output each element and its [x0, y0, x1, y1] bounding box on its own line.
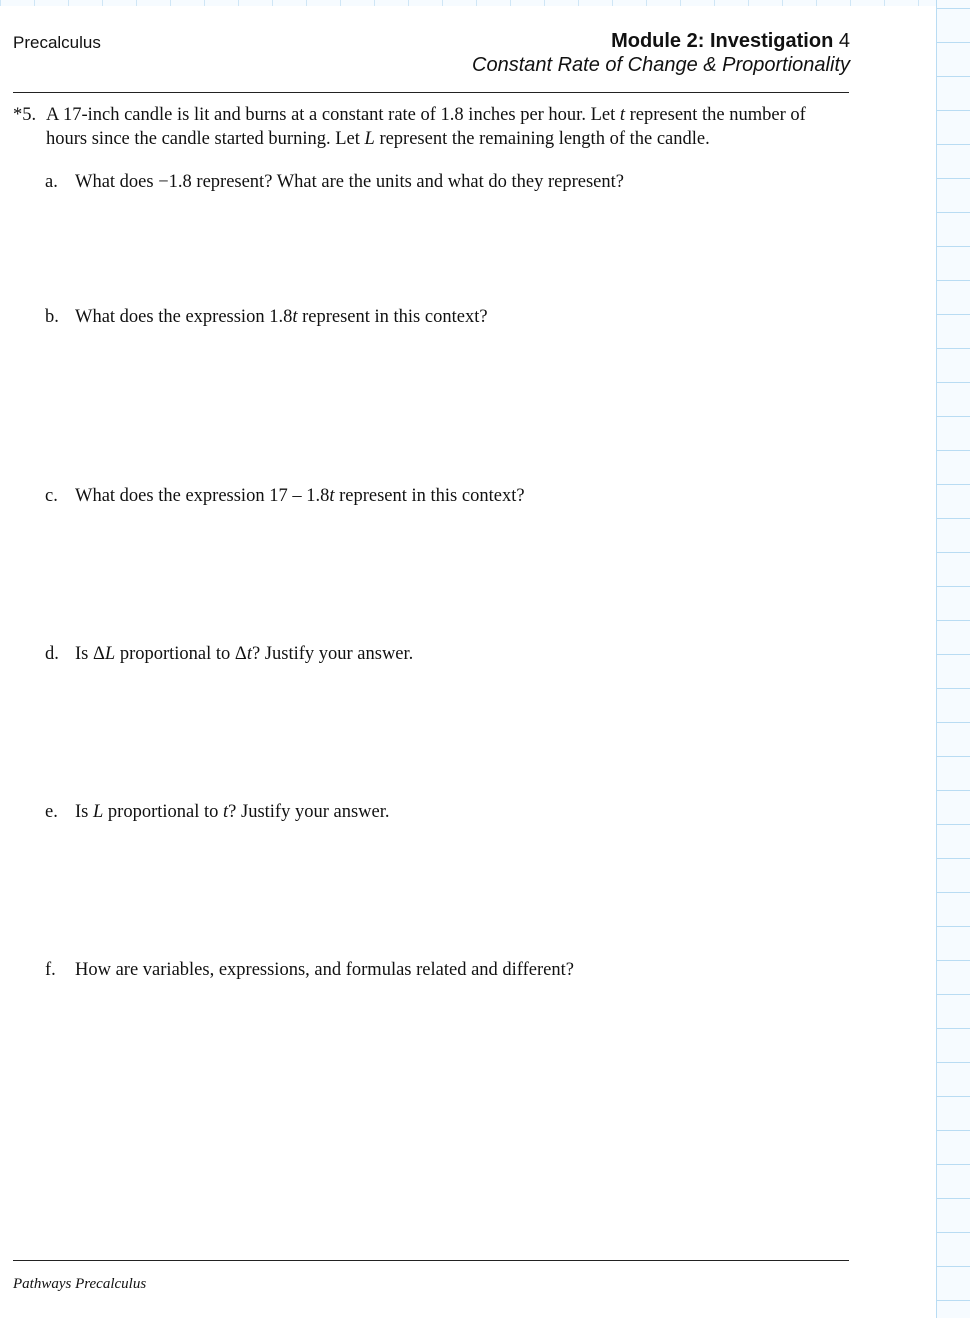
problem-statement — [13, 103, 861, 151]
question-e-text-c: ? Justify your answer. — [228, 802, 390, 822]
question-c-text-b: represent in this context? — [334, 486, 525, 506]
question-e-text-b: proportional to — [103, 802, 224, 822]
question-c-var: t — [329, 486, 335, 506]
course-name: Precalculus — [13, 33, 101, 52]
question-c — [45, 486, 525, 507]
question-a-letter: a. — [45, 172, 58, 192]
question-d-text-a: Is Δ — [75, 644, 105, 664]
question-b-text-b: represent in this context? — [297, 307, 488, 327]
grid-paper-margin — [936, 0, 970, 1318]
question-e-letter: e. — [45, 802, 58, 822]
footer-divider — [13, 1260, 849, 1261]
question-f — [45, 960, 574, 981]
question-b-text-a: What does the expression 1.8 — [75, 307, 293, 327]
var-t: t — [619, 105, 625, 125]
question-e-var1: L — [93, 802, 104, 822]
question-d-letter: d. — [45, 644, 59, 664]
question-e-var2: t — [223, 802, 229, 822]
var-L: L — [364, 129, 375, 149]
problem-text-1a: A 17-inch candle is lit and burns at a constant rate of 1.8 inches per hour. Let — [46, 105, 616, 125]
module-title-bold: Module 2: Investigation — [611, 30, 834, 52]
question-d-text-b: proportional to Δ — [115, 644, 247, 664]
worksheet-page — [0, 6, 936, 1318]
question-a-text: What does −1.8 represent? What are the units and what do they represent? — [75, 172, 624, 192]
question-b-var: t — [292, 307, 298, 327]
question-d — [45, 644, 413, 665]
question-f-letter: f. — [45, 960, 56, 980]
question-f-text: How are variables, expressions, and formulas related and different? — [75, 960, 574, 980]
question-d-var2: t — [246, 644, 252, 664]
question-c-letter: c. — [45, 486, 58, 506]
problem-line-1 — [13, 103, 861, 127]
problem-text-1b: represent the number of — [629, 105, 806, 125]
question-b-letter: b. — [45, 307, 59, 327]
question-a — [45, 172, 624, 193]
question-e — [45, 802, 390, 823]
question-c-text-a: What does the expression 17 – 1.8 — [75, 486, 330, 506]
module-number: 4 — [838, 30, 850, 52]
question-b — [45, 307, 488, 328]
question-d-var1: L — [104, 644, 116, 664]
question-e-text-a: Is — [75, 802, 93, 822]
header-divider — [13, 92, 849, 93]
problem-line-2 — [13, 127, 861, 151]
module-subtitle: Constant Rate of Change & Proportionality — [472, 54, 850, 76]
module-title — [611, 30, 850, 53]
question-d-text-c: ? Justify your answer. — [251, 644, 414, 664]
problem-text-2a: hours since the candle started burning. Let — [46, 129, 360, 149]
problem-text-2b: represent the remaining length of the candle. — [379, 129, 710, 149]
footer-text: Pathways Precalculus — [13, 1276, 147, 1292]
problem-number: *5. — [13, 105, 37, 125]
